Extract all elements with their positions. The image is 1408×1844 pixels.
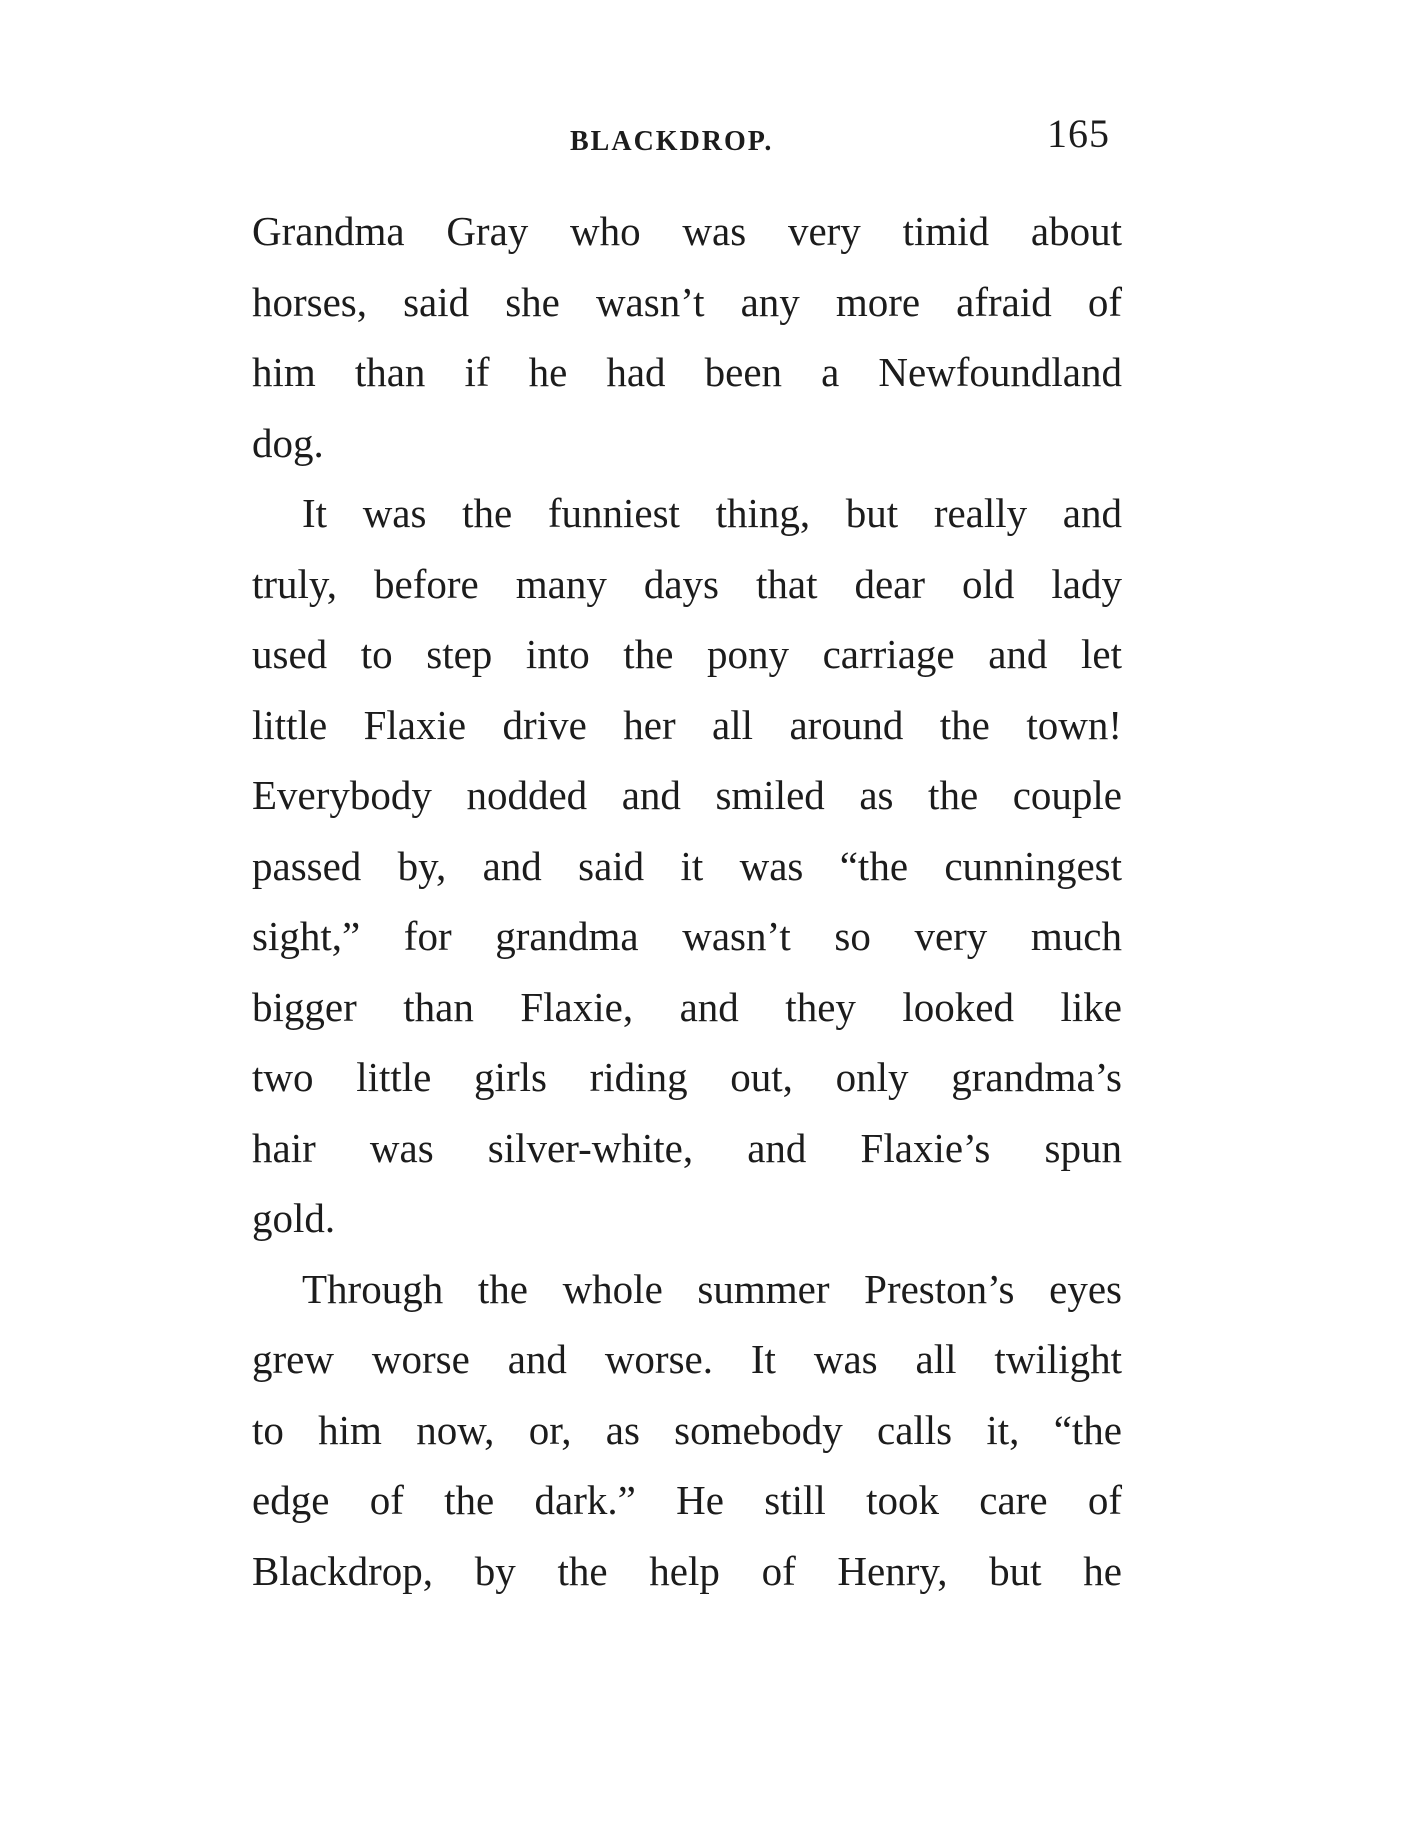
- text-line: Grandma Gray who was very timid about: [252, 208, 1122, 254]
- running-title: BLACKDROP.: [570, 126, 774, 157]
- paragraph: [252, 478, 1122, 1254]
- text-line: Through the whole summer Preston’s eyes: [302, 1265, 1122, 1312]
- text-line: used to step into the pony carriage and let: [252, 631, 1122, 677]
- text-line: edge of the dark.” He still took care of: [252, 1477, 1122, 1523]
- text-line: two little girls riding out, only grandma’s: [252, 1054, 1122, 1100]
- text-line: It was the funniest thing, but really and: [302, 490, 1122, 536]
- body-text: [252, 196, 1122, 1606]
- text-line: him than if he had been a Newfoundland: [252, 349, 1122, 395]
- page-number: 165: [1047, 111, 1110, 156]
- text-line: Everybody nodded and smiled as the couple: [252, 772, 1122, 818]
- text-line: dog.: [252, 419, 324, 466]
- text-line: horses, said she wasn’t any more afraid of: [252, 278, 1122, 325]
- running-head: [250, 110, 1110, 160]
- text-line: gold.: [252, 1195, 336, 1241]
- paragraph: [252, 196, 1122, 478]
- text-line: passed by, and said it was “the cunningest: [252, 842, 1122, 889]
- text-line: little Flaxie drive her all around the town!: [252, 701, 1122, 748]
- text-line: grew worse and worse. It was all twilight: [252, 1336, 1122, 1382]
- text-line: sight,” for grandma wasn’t so very much: [252, 913, 1122, 959]
- text-line: bigger than Flaxie, and they looked like: [252, 983, 1122, 1030]
- text-line: hair was silver-white, and Flaxie’s spun: [252, 1124, 1122, 1171]
- text-line: truly, before many days that dear old lady: [252, 560, 1122, 607]
- paragraph: [252, 1254, 1122, 1607]
- text-line: to him now, or, as somebody calls it, “the: [252, 1406, 1122, 1453]
- text-line: Blackdrop, by the help of Henry, but he: [252, 1547, 1122, 1594]
